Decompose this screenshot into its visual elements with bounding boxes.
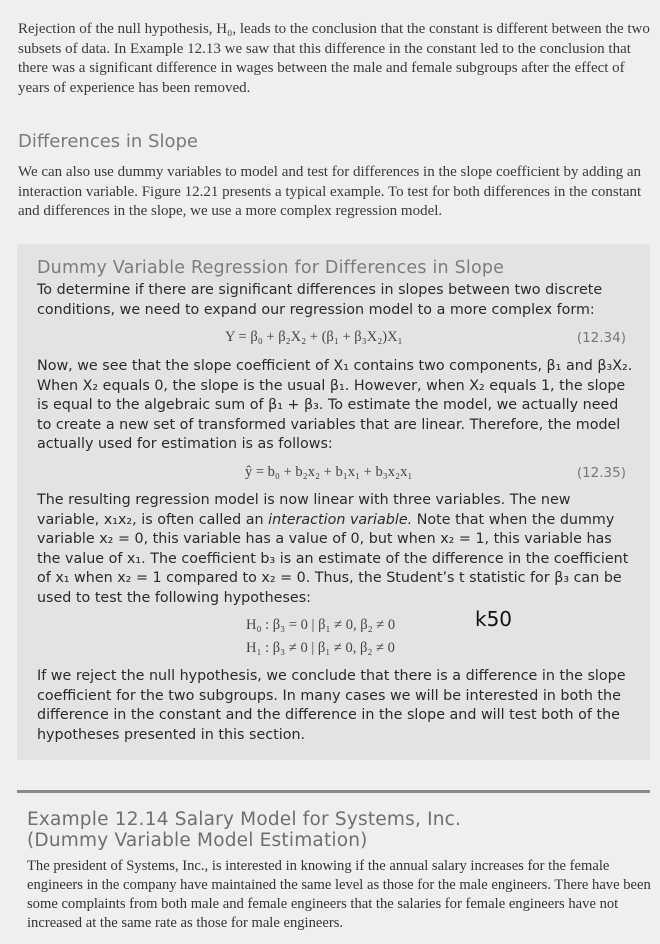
equation-12-35: ŷ = b₀ + b₂x₂ + b₁x₁ + b₃x₂x₁ (245, 464, 413, 480)
handwritten-annotation: k50 (475, 607, 513, 631)
equation-12-34: Y = β₀ + β₂X₂ + (β₁ + β₃X₂)X₁ (225, 329, 403, 345)
section-divider (17, 790, 650, 793)
slope-paragraph: We can also use dummy variables to model and test for differences in the slope coefficient by adding an interaction variable. Figure 12.21 presents a typical example. To test for both differences in the constant and differences in the slope, we use a more complex regression model. (18, 164, 642, 219)
hypothesis-h0: H₀ : β₃ = 0 | β₁ ≠ 0, β₂ ≠ 0 (246, 617, 396, 633)
box-interaction-paragraph: The resulting regression model is now linear with three variables. The new variable, x₁x₂, is often called an interaction variable. Note that when the dummy variable x₂ = 0, this variable has a value of 0, but when x₂ = 1, this variable has the value of x₁. The coefficient b₃ is an estimate of the difference in the coefficient of x₁ when x₂ = 1 compared to x₂ = 0. Thus, the Student’s t statistic for β₃ can be used to test the following hypotheses: (37, 492, 629, 606)
box-intro-text: To determine if there are significant differences in slopes between two discrete conditions, we need to expand our regression model to a more complex form: (37, 282, 603, 318)
box-reject-paragraph: If we reject the null hypothesis, we conclude that there is a difference in the slope coefficient for the two subgroups. In many cases we will be interested in both the difference in the constant and the difference in the slope and will test both of the hypotheses presented in this section. (37, 668, 626, 743)
definition-box (17, 244, 650, 760)
intro-paragraph: Rejection of the null hypothesis, H₀, leads to the conclusion that the constant is different between the two subsets of data. In Example 12.13 we saw that this difference in the constant led to the conclusion that there was a significant difference in wages between the male and female subgroups after the effect of years of experience has been removed. (18, 21, 650, 96)
equation-number-12-35: (12.35) (576, 465, 626, 481)
example-body: The president of Systems, Inc., is interested in knowing if the annual salary increases for the female engineers in the company have maintained the same level as those for the male engineers. There have been some complaints from both male and female engineers that the salaries for female engineers have not increased at the same rate as those for male engineers. (27, 858, 651, 931)
example-title (27, 809, 647, 851)
hypothesis-h1: H₁ : β₃ ≠ 0 | β₁ ≠ 0, β₂ ≠ 0 (246, 640, 395, 656)
box-title: Dummy Variable Regression for Differences in Slope (37, 258, 505, 278)
example-title-line2: (Dummy Variable Model Estimation) (27, 830, 368, 851)
interaction-variable-term: interaction variable. (268, 511, 413, 528)
section-heading-differences-in-slope: Differences in Slope (18, 131, 198, 152)
equation-number-12-34: (12.34) (576, 330, 626, 346)
box-slope-explanation: Now, we see that the slope coefficient of X₁ contains two components, β₁ and β₃X₂. When X₂ equals 0, the slope is the usual β₁. However, when X₂ equals 1, the slope is equal to the algebraic sum of β₁ + β₃. To estimate the model, we actually need to create a new set of transformed variables that are linear. Therefore, the model actually used for estimation is as follows: (37, 358, 633, 452)
example-title-line1: Example 12.14 Salary Model for Systems, Inc. (27, 809, 462, 830)
